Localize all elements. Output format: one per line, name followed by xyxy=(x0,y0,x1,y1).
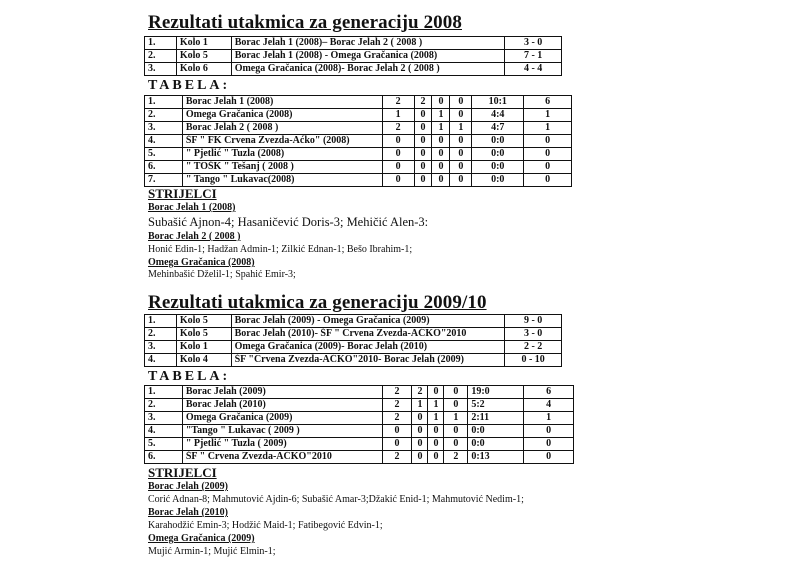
table-cell: Omega Gračanica (2009) xyxy=(182,412,382,425)
table-cell: 0 xyxy=(444,438,468,451)
table-cell: 1 xyxy=(444,412,468,425)
table-cell: 0 xyxy=(450,148,472,161)
table-cell: 3. xyxy=(145,412,183,425)
table-cell: 0 xyxy=(414,122,432,135)
table-cell: 2 xyxy=(382,122,414,135)
table-cell: 1. xyxy=(145,37,177,50)
table-cell: 0 xyxy=(414,174,432,187)
table-cell: 3. xyxy=(145,341,177,354)
table-cell: 1 xyxy=(524,122,572,135)
table-cell: 0 xyxy=(432,135,450,148)
table-cell: 2. xyxy=(145,109,183,122)
table-cell: Borac Jelah (2010) xyxy=(182,399,382,412)
table-row xyxy=(145,386,574,399)
table-cell: 1 xyxy=(428,412,444,425)
table-cell: 3. xyxy=(145,63,177,76)
table-cell: 0 xyxy=(444,386,468,399)
table-cell: 0 xyxy=(432,148,450,161)
section2-standings-table xyxy=(144,385,574,464)
table-cell: 0 xyxy=(450,174,472,187)
table-row xyxy=(145,354,562,367)
table-row xyxy=(145,148,572,161)
table-cell: 0 xyxy=(450,109,472,122)
table-cell: 6 xyxy=(524,386,574,399)
table-cell: 0 xyxy=(414,135,432,148)
section1-scorers-team-2: Borac Jelah 2 ( 2008 ) xyxy=(148,231,241,242)
section2-scorers-team-2: Borac Jelah (2010) xyxy=(148,507,228,518)
table-cell: 4:4 xyxy=(472,109,524,122)
table-cell: 0 xyxy=(428,451,444,464)
table-cell: " Tango " Lukavac(2008) xyxy=(182,174,382,187)
section2-scorers-list-1: Corić Adnan-8; Mahmutović Ajdin-6; Subašić Amar-3;Džakić Enid-1; Mahmutović Nedim-1; xyxy=(148,494,524,505)
table-cell: 0 xyxy=(450,135,472,148)
table-row xyxy=(145,109,572,122)
table-row xyxy=(145,96,572,109)
table-cell: 19:0 xyxy=(468,386,524,399)
table-cell: 1 xyxy=(412,399,428,412)
table-row xyxy=(145,37,562,50)
table-cell: 0 xyxy=(382,161,414,174)
table-cell: 0 xyxy=(428,438,444,451)
table-cell: " Pjetlić " Tuzla ( 2009) xyxy=(182,438,382,451)
table-cell: 4. xyxy=(145,135,183,148)
table-cell: 0 - 10 xyxy=(505,354,562,367)
table-cell: 3 - 0 xyxy=(505,328,562,341)
table-cell: 2 xyxy=(412,386,428,399)
table-cell: 3 - 0 xyxy=(505,37,562,50)
table-cell: 6. xyxy=(145,161,183,174)
table-cell: 1 xyxy=(524,109,572,122)
section2-tabela-heading: TABELA: xyxy=(148,369,231,384)
table-row xyxy=(145,399,574,412)
table-cell: 1. xyxy=(145,96,183,109)
table-cell: Borac Jelah (2010)- ŠF " Crvena Zvezda-AĆKO"2010 xyxy=(231,328,505,341)
table-cell: 0:0 xyxy=(472,174,524,187)
table-cell: 10:1 xyxy=(472,96,524,109)
table-cell: Borac Jelah 1 (2008) xyxy=(182,96,382,109)
table-cell: Borac Jelah (2009) xyxy=(182,386,382,399)
table-cell: 0 xyxy=(412,425,428,438)
table-cell: 2 xyxy=(382,451,412,464)
table-cell: Kolo 5 xyxy=(176,50,231,63)
table-cell: 0:0 xyxy=(468,438,524,451)
table-cell: Kolo 5 xyxy=(176,315,231,328)
section1-scorers-team-1: Borac Jelah 1 (2008) xyxy=(148,202,236,213)
table-cell: 2 xyxy=(444,451,468,464)
table-cell: "Tango " Lukavac ( 2009 ) xyxy=(182,425,382,438)
table-row xyxy=(145,122,572,135)
table-cell: " TOŠK " Tešanj ( 2008 ) xyxy=(182,161,382,174)
table-cell: 4 - 4 xyxy=(505,63,562,76)
table-cell: " Pjetlić " Tuzla (2008) xyxy=(182,148,382,161)
table-cell: 0 xyxy=(524,161,572,174)
table-cell: 9 - 0 xyxy=(505,315,562,328)
table-cell: Kolo 5 xyxy=(176,328,231,341)
section1-title: Rezultati utakmica za generaciju 2008 xyxy=(148,12,462,33)
table-row xyxy=(145,328,562,341)
table-cell: 0 xyxy=(382,174,414,187)
table-cell: Kolo 6 xyxy=(176,63,231,76)
section1-standings-table xyxy=(144,95,572,187)
table-row xyxy=(145,161,572,174)
section1-results-table xyxy=(144,36,562,76)
table-cell: 0 xyxy=(412,412,428,425)
table-cell: 0 xyxy=(450,96,472,109)
section1-scorers-team-3: Omega Gračanica (2008) xyxy=(148,257,255,268)
table-cell: 0:13 xyxy=(468,451,524,464)
table-cell: 2 xyxy=(382,386,412,399)
table-cell: Omega Gračanica (2009)- Borac Jelah (2010) xyxy=(231,341,505,354)
table-cell: 6 xyxy=(524,96,572,109)
table-cell: 0 xyxy=(382,135,414,148)
table-cell: 4:7 xyxy=(472,122,524,135)
table-cell: Borac Jelah 2 ( 2008 ) xyxy=(182,122,382,135)
table-cell: 7 - 1 xyxy=(505,50,562,63)
table-row xyxy=(145,438,574,451)
table-cell: 4. xyxy=(145,354,177,367)
table-cell: 5. xyxy=(145,438,183,451)
table-cell: 1. xyxy=(145,315,177,328)
table-row xyxy=(145,315,562,328)
table-cell: 0 xyxy=(524,148,572,161)
table-cell: 4 xyxy=(524,399,574,412)
section2-scorers-team-1: Borac Jelah (2009) xyxy=(148,481,228,492)
table-cell: 2:11 xyxy=(468,412,524,425)
section2-results-table xyxy=(144,314,562,367)
table-cell: 7. xyxy=(145,174,183,187)
table-cell: 4. xyxy=(145,425,183,438)
table-cell: 0 xyxy=(412,438,428,451)
section2-scorers-team-3: Omega Gračanica (2009) xyxy=(148,533,255,544)
table-cell: 1 xyxy=(432,109,450,122)
table-cell: 0 xyxy=(444,399,468,412)
table-cell: Omega Gračanica (2008) xyxy=(182,109,382,122)
table-cell: 5. xyxy=(145,148,183,161)
section1-scorers-list-1: Subašić Ajnon-4; Hasaničević Doris-3; Mehičić Alen-3: xyxy=(148,215,429,229)
table-cell: Kolo 4 xyxy=(176,354,231,367)
table-cell: 1 xyxy=(524,412,574,425)
table-cell: 2 xyxy=(414,96,432,109)
section1-scorers-list-3: Mehinbašić Dželil-1; Spahić Emir-3; xyxy=(148,269,296,280)
section2-strijelci-heading: STRIJELCI xyxy=(148,465,217,480)
table-cell: 0:0 xyxy=(472,148,524,161)
table-cell: 3. xyxy=(145,122,183,135)
table-cell: 0:0 xyxy=(468,425,524,438)
table-cell: 0 xyxy=(414,109,432,122)
section1-strijelci-heading: STRIJELCI xyxy=(148,186,217,201)
table-row xyxy=(145,63,562,76)
table-cell: 0 xyxy=(444,425,468,438)
table-cell: 2 xyxy=(382,399,412,412)
table-cell: 1 xyxy=(432,122,450,135)
table-cell: 0 xyxy=(450,161,472,174)
table-cell: 0 xyxy=(382,425,412,438)
table-cell: Borac Jelah 1 (2008)– Borac Jelah 2 ( 2008 ) xyxy=(231,37,505,50)
table-cell: 0 xyxy=(382,438,412,451)
table-cell: 0:0 xyxy=(472,161,524,174)
table-row xyxy=(145,425,574,438)
table-row xyxy=(145,50,562,63)
table-cell: 0 xyxy=(432,96,450,109)
table-cell: 2 - 2 xyxy=(505,341,562,354)
table-cell: Omega Gračanica (2008)- Borac Jelah 2 ( 2008 ) xyxy=(231,63,505,76)
table-row xyxy=(145,341,562,354)
table-row xyxy=(145,135,572,148)
table-cell: 0 xyxy=(524,451,574,464)
table-cell: 0 xyxy=(524,174,572,187)
table-cell: 0 xyxy=(412,451,428,464)
table-cell: 0 xyxy=(524,438,574,451)
table-cell: 0:0 xyxy=(472,135,524,148)
table-cell: 6. xyxy=(145,451,183,464)
table-row xyxy=(145,451,574,464)
table-cell: Kolo 1 xyxy=(176,341,231,354)
table-cell: 1 xyxy=(428,399,444,412)
table-cell: 1 xyxy=(450,122,472,135)
table-cell: 5:2 xyxy=(468,399,524,412)
section1-tabela-heading: TABELA: xyxy=(148,78,231,93)
table-row xyxy=(145,174,572,187)
table-cell: 0 xyxy=(428,386,444,399)
table-cell: Kolo 1 xyxy=(176,37,231,50)
section2-scorers-list-3: Mujić Armin-1; Mujić Elmin-1; xyxy=(148,546,276,557)
table-cell: 0 xyxy=(428,425,444,438)
table-row xyxy=(145,412,574,425)
table-cell: 2. xyxy=(145,50,177,63)
section1-scorers-list-2: Honić Edin-1; Hadžan Admin-1; Zilkić Ednan-1; Bešo Ibrahim-1; xyxy=(148,244,413,255)
table-cell: 0 xyxy=(414,148,432,161)
table-cell: 0 xyxy=(432,161,450,174)
table-cell: Borac Jelah (2009) - Omega Gračanica (2009) xyxy=(231,315,505,328)
table-cell: 2 xyxy=(382,412,412,425)
section2-scorers-list-2: Karahodžić Emin-3; Hodžić Maid-1; Fatibegović Edvin-1; xyxy=(148,520,383,531)
table-cell: ŠF "Crvena Zvezda-AĆKO"2010- Borac Jelah (2009) xyxy=(231,354,505,367)
table-cell: 0 xyxy=(524,425,574,438)
table-cell: 0 xyxy=(432,174,450,187)
table-cell: ŠF " FK Crvena Zvezda-Aćko" (2008) xyxy=(182,135,382,148)
table-cell: 2. xyxy=(145,328,177,341)
table-cell: ŠF " Crvena Zvezda-AĆKO"2010 xyxy=(182,451,382,464)
table-cell: 0 xyxy=(524,135,572,148)
table-cell: Borac Jelah 1 (2008) - Omega Gračanica (2008) xyxy=(231,50,505,63)
table-cell: 1 xyxy=(382,109,414,122)
section2-title: Rezultati utakmica za generaciju 2009/10 xyxy=(148,292,487,313)
table-cell: 0 xyxy=(414,161,432,174)
table-cell: 0 xyxy=(382,148,414,161)
table-cell: 2. xyxy=(145,399,183,412)
table-cell: 1. xyxy=(145,386,183,399)
table-cell: 2 xyxy=(382,96,414,109)
